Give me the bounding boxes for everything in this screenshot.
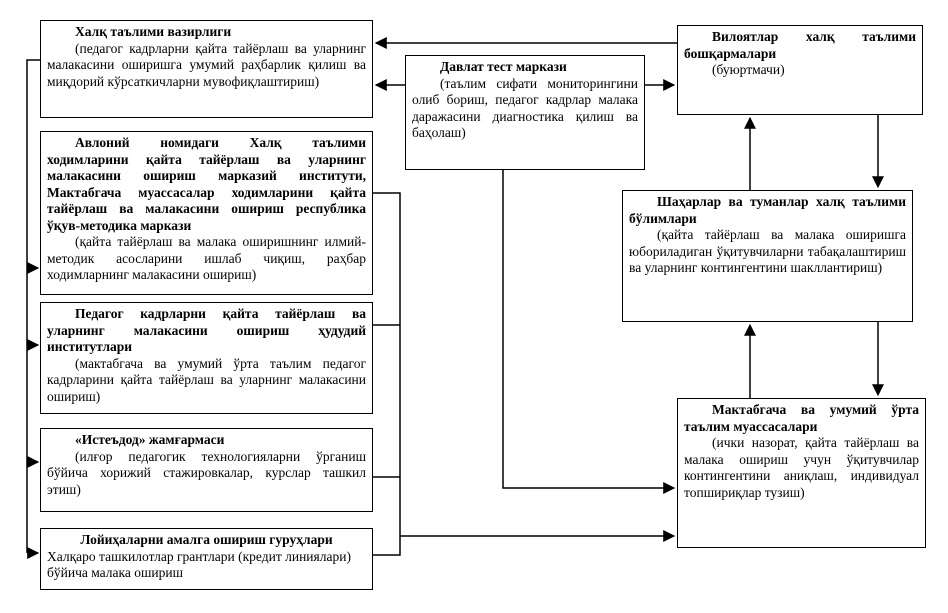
node-ministry-title: Халқ таълими вазирлиги bbox=[75, 24, 232, 39]
node-regional-departments-title: Вилоятлар халқ таълими бошқармалари bbox=[684, 29, 916, 61]
node-city-district-title: Шаҳарлар ва туманлар халқ таълими бўлимлари bbox=[629, 194, 906, 226]
node-project-groups-body: Халқаро ташкилотлар грантлари (кредит линиялари) бўйича малака ошириш bbox=[47, 548, 351, 580]
node-project-groups bbox=[40, 528, 373, 590]
node-city-district-departments bbox=[622, 190, 913, 322]
node-education-institutions bbox=[677, 398, 926, 548]
node-city-district-body: (қайта тайёрлаш ва малака оширишга юбориладиган ўқитувчиларни табақалаштириш ва уларнинг контингентини шакллантириш) bbox=[629, 227, 906, 275]
node-ministry-body: (педагог кадрларни қайта тайёрлаш ва уларнинг малакасини оширишга умумий раҳбарлик қилиш ва миқдорий кўрсаткичларни мувофиқлаштириш) bbox=[47, 40, 366, 89]
node-project-groups-title: Лойиҳаларни амалга ошириш гуруҳлари bbox=[80, 532, 333, 547]
node-regional-institutes bbox=[40, 302, 373, 414]
node-istedod-body: (илғор педагогик технологияларни ўрганиш бўйича хорижий стажировкалар, курслар ташкил этиш) bbox=[47, 448, 366, 497]
node-istedod-foundation bbox=[40, 428, 373, 512]
node-regional-departments bbox=[677, 25, 923, 115]
node-istedod-title: «Истеъдод» жамғармаси bbox=[75, 432, 225, 447]
connector-ministry-bus bbox=[27, 60, 40, 553]
node-regional-institutes-body: (мактабгача ва умумий ўрта таълим педагог кадрларини қайта тайёрлаш ва уларнинг малакасини ошириш) bbox=[47, 355, 366, 404]
node-regional-departments-body: (буюртмачи) bbox=[712, 62, 785, 77]
node-institutions-title: Мактабгача ва умумий ўрта таълим муассасалари bbox=[684, 402, 919, 434]
node-test-center-title: Давлат тест маркази bbox=[440, 59, 567, 74]
node-avloniy-body: (қайта тайёрлаш ва малака оширишнинг илмий-методик асосларини ишлаб чиқиш, раҳбар ходимларнинг малакасини ошириш) bbox=[47, 234, 366, 282]
node-test-center bbox=[405, 55, 645, 170]
node-ministry bbox=[40, 20, 373, 118]
node-institutions-body: (ички назорат, қайта тайёрлаш ва малака ошириш учун ўқитувчилар контингентини аниқлаш, индивидуал топшириқлар тузиш) bbox=[684, 435, 919, 500]
node-avloniy-institute bbox=[40, 131, 373, 295]
node-avloniy-title: Авлоний номидаги Халқ таълими ходимларини қайта тайёрлаш ва уларнинг малакасини ошириш марказий институти, Мактабгача муассасалар ходимларини қайта тайёрлаш ва малакасини ошириш республика ўқув-методика маркази bbox=[47, 135, 366, 233]
connector-right-bus bbox=[373, 193, 400, 555]
node-test-center-body: (таълим сифати мониторингини олиб бориш, педагог кадрлар малака даражасини диагностика қилиш ва баҳолаш) bbox=[412, 75, 638, 140]
node-regional-institutes-title: Педагог кадрларни қайта тайёрлаш ва уларнинг малакасини ошириш ҳудудий институтлари bbox=[47, 306, 366, 354]
